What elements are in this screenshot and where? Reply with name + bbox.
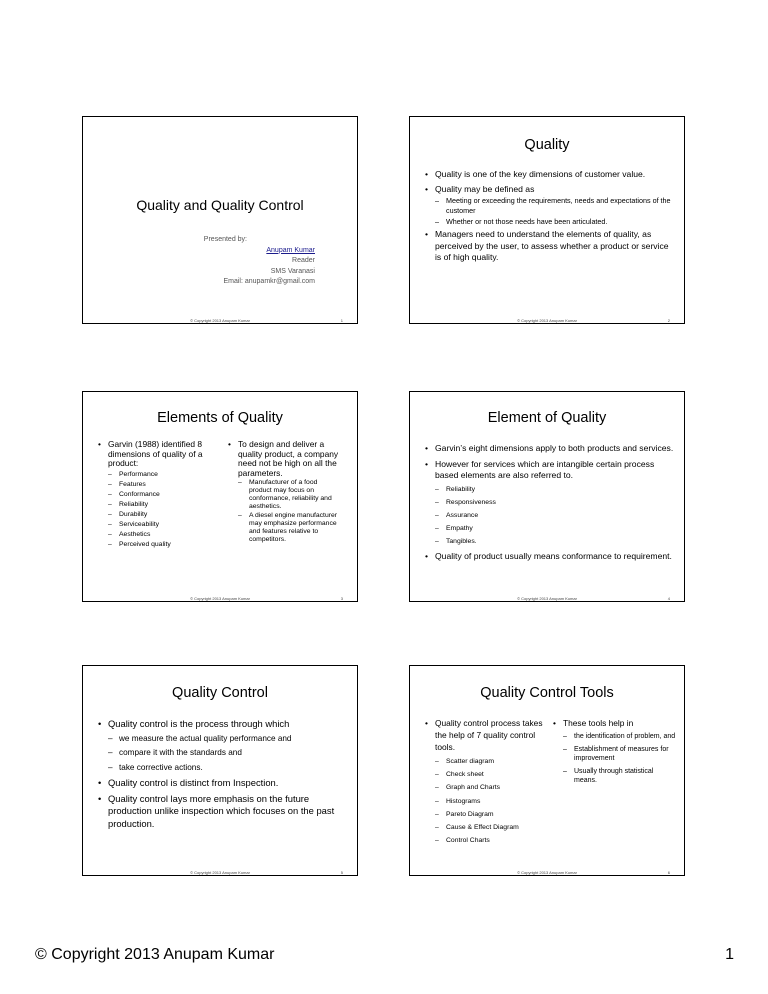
sub-bullet-item: – Responsiveness <box>435 498 676 508</box>
bullet-item: • However for services which are intangible certain process based elements are also referred to. – Reliability – Responsiveness – Assurance – Empathy – Tangibles. <box>424 459 676 547</box>
left-column <box>97 440 221 551</box>
slide-copyright: © Copyright 2013 Anupam Kumar <box>190 596 250 601</box>
sub-bullet-item: – Manufacturer of a food product may focus on conformance, reliability and aesthetics. <box>238 479 339 511</box>
page-footer: © Copyright 2013 Anupam Kumar <box>35 946 275 963</box>
bullet-item: • To design and deliver a quality product, a company need not be high on all the parameters. – Manufacturer of a food product may focus on conformance, reliability and aesthetics. – A diesel engine manufacturer may emphasize performance and features relative to competitors. <box>227 440 339 544</box>
sub-bullet-item: – we measure the actual quality performance and <box>108 733 347 746</box>
bullet-item: • Quality control process takes the help of 7 quality control tools. – Scatter diagram – Check sheet – Graph and Charts – Histograms – Pareto Diagram – Cause & Effect Diagram – Control Charts <box>424 717 548 845</box>
page-number: 1 <box>725 946 734 963</box>
bullet-item: • Quality control is the process through which – we measure the actual quality performance and – compare it with the standards and – take corrective actions. <box>97 718 347 774</box>
slide-number: 2 <box>667 318 670 323</box>
bullet-item: • Quality is one of the key dimensions of customer value. <box>424 169 674 180</box>
slide-title: Elements of Quality <box>157 410 283 426</box>
bullet-item: • Quality may be defined as – Meeting or exceeding the requirements, needs and expectations of the customer – Whether or not those needs have been articulated. <box>424 184 674 227</box>
slide-3 <box>82 391 358 602</box>
sub-bullet-item: – Tangibles. <box>435 537 676 547</box>
slide-5 <box>82 665 358 876</box>
slide-title: Quality and Quality Control <box>136 197 304 213</box>
sub-bullet-item: – Features <box>108 481 221 489</box>
bullet-item: • Quality control lays more emphasis on the future production unlike inspection which focuses on the past production. <box>97 793 347 831</box>
sub-bullet-item: – Histograms <box>435 797 548 806</box>
sub-bullet-item: – Cause & Effect Diagram <box>435 823 548 832</box>
sub-bullet-item: – Empathy <box>435 524 676 534</box>
bullet-item: • These tools help in – the identification of problem, and – Establishment of measures for improvement – Usually through statistical means. <box>552 717 678 786</box>
slide-6 <box>409 665 685 876</box>
sub-bullet-item: – compare it with the standards and <box>108 747 347 760</box>
slide-copyright: © Copyright 2013 Anupam Kumar <box>190 870 250 875</box>
slide-copyright: © Copyright 2013 Anupam Kumar <box>517 870 577 875</box>
sub-bullet-item: – Control Charts <box>435 836 548 845</box>
sub-bullet-item: – Graph and Charts <box>435 783 548 792</box>
slide-4 <box>409 391 685 602</box>
sub-bullet-item: – take corrective actions. <box>108 762 347 775</box>
slide-number: 4 <box>667 596 670 601</box>
slide-copyright: © Copyright 2013 Anupam Kumar <box>517 596 577 601</box>
bullet-list <box>424 169 674 268</box>
slide-2 <box>409 116 685 324</box>
presenter-block <box>204 235 315 288</box>
sub-bullet-item: – the identification of problem, and <box>563 732 678 742</box>
sub-bullet-item: – Assurance <box>435 511 676 521</box>
sub-bullet-item: – Durability <box>108 511 221 519</box>
slide-title: Element of Quality <box>487 410 607 426</box>
presenter-email: Email: anupamkr@gmail.com <box>223 278 315 285</box>
slide-number: 6 <box>667 870 670 875</box>
slide-copyright: © Copyright 2013 Anupam Kumar <box>517 318 577 323</box>
bullet-item: • Quality control is distinct from Inspection. <box>97 777 347 790</box>
slide-title: Quality Control Tools <box>480 685 614 701</box>
sub-bullet-item: – Conformance <box>108 491 221 499</box>
slide-1 <box>82 116 358 324</box>
slide-number: 1 <box>340 318 343 323</box>
sub-bullet-item: – Scatter diagram <box>435 757 548 766</box>
sub-bullet-item: – A diesel engine manufacturer may emphasize performance and features relative to competitors. <box>238 512 339 544</box>
left-column <box>424 717 548 849</box>
sub-bullet-item: – Serviceability <box>108 521 221 529</box>
bullet-item: • Quality of product usually means conformance to requirement. <box>424 551 676 563</box>
presenter-org: SMS Varanasi <box>270 267 315 275</box>
bullet-item: • Garvin (1988) identified 8 dimensions of quality of a product: – Performance – Features – Conformance – Reliability – Durability – Serviceability – Aesthetics – Perceived quality <box>97 440 221 549</box>
slide-title: Quality Control <box>172 685 268 701</box>
sub-bullet-item: – Reliability <box>108 501 221 509</box>
slide-copyright: © Copyright 2013 Anupam Kumar <box>190 318 250 323</box>
sub-bullet-item: – Check sheet <box>435 770 548 779</box>
sub-bullet-item: – Establishment of measures for improvement <box>563 745 678 764</box>
bullet-list <box>424 443 676 566</box>
presenter-role: Reader <box>292 257 315 264</box>
sub-bullet-item: – Reliability <box>435 485 676 495</box>
bullet-item: • Managers need to understand the elements of quality, as perceived by the user, to assess whether a product or service is of high quality. <box>424 229 674 264</box>
slide-number: 3 <box>340 596 343 601</box>
presenter-name-link[interactable]: Anupam Kumar <box>266 246 315 254</box>
sub-bullet-item: – Pareto Diagram <box>435 810 548 819</box>
sub-bullet-item: – Performance <box>108 471 221 479</box>
right-column <box>552 717 678 790</box>
slide-title: Quality <box>524 137 570 153</box>
right-column <box>227 440 339 546</box>
bullet-list <box>97 718 347 834</box>
slide-number: 5 <box>340 870 343 875</box>
sub-bullet-item: – Usually through statistical means. <box>563 767 678 786</box>
presented-by-label: Presented by: <box>203 236 247 243</box>
sub-bullet-item: – Meeting or exceeding the requirements, needs and expectations of the customer <box>435 196 674 216</box>
bullet-item: • Garvin’s eight dimensions apply to both products and services. <box>424 443 676 455</box>
sub-bullet-item: – Whether or not those needs have been articulated. <box>435 217 674 227</box>
sub-bullet-item: – Perceived quality <box>108 541 221 549</box>
sub-bullet-item: – Aesthetics <box>108 531 221 539</box>
